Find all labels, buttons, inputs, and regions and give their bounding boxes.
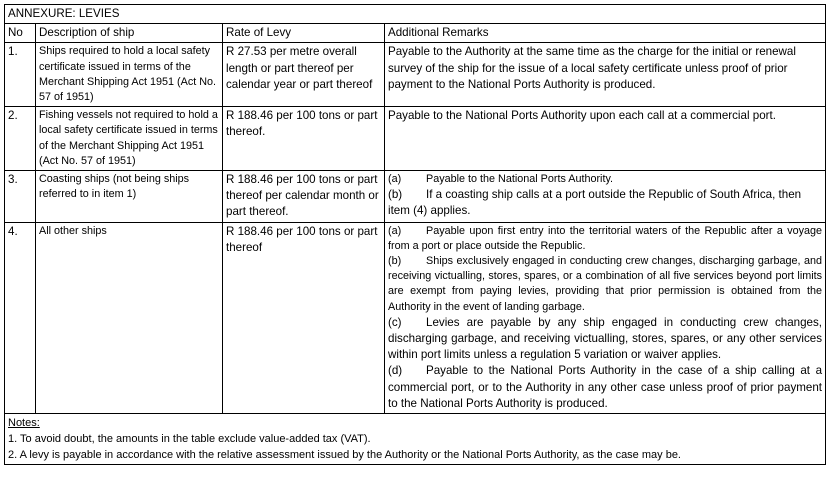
table-row <box>5 171 826 223</box>
notes-title: Notes: <box>8 417 40 430</box>
row-rate: R 188.46 per 100 tons or part thereof <box>223 222 385 413</box>
row-remarks: Payable to the National Ports Authority upon each call at a commercial port. <box>385 107 826 171</box>
remark-label: (b) <box>388 255 402 268</box>
row-description: Coasting ships (not being ships referred to in item 1) <box>36 171 223 223</box>
table-row <box>5 107 826 171</box>
notes-cell <box>5 414 826 465</box>
table-title: ANNEXURE: LEVIES <box>5 5 826 24</box>
row-number: 1. <box>5 43 36 107</box>
row-remarks <box>385 222 826 413</box>
remark-label: (d) <box>388 364 403 378</box>
levies-table <box>4 4 826 465</box>
title-row <box>5 5 826 24</box>
remark-text: Payable to the National Ports Authority in the case of a ship calling at a commercial port, or to the Authority in any other case unless proof of prior payment to the National Ports Authority is produced. <box>388 364 823 410</box>
remark-label: (b) <box>388 188 403 202</box>
header-row <box>5 24 826 43</box>
row-remarks <box>385 171 826 223</box>
remark-label: (c) <box>388 315 402 329</box>
header-no: No <box>5 24 36 43</box>
header-rate: Rate of Levy <box>223 24 385 43</box>
row-rate: R 27.53 per metre overall length or part thereof per calendar year or part thereof <box>223 43 385 107</box>
remark-text: Payable to the National Ports Authority. <box>426 173 614 186</box>
remark-item <box>388 172 822 187</box>
row-rate: R 188.46 per 100 tons or part thereof. <box>223 107 385 171</box>
remark-text: Ships exclusively engaged in conducting crew changes, discharging garbage, and receiving victualling, stores, spares, or a combination of all five services beyond port limits are exempt from paying levies, providing that prior permission is obtained from the Authority in the event of landing garbage. <box>388 255 823 313</box>
row-description: Ships required to hold a local safety certificate issued in terms of the Merchant Shipping Act 1951 (Act No. 57 of 1951) <box>36 43 223 107</box>
row-description: All other ships <box>36 222 223 413</box>
notes-row <box>5 414 826 465</box>
row-rate: R 188.46 per 100 tons or part thereof per calendar month or part thereof. <box>223 171 385 223</box>
row-number: 2. <box>5 107 36 171</box>
remark-label: (a) <box>388 224 402 237</box>
row-remarks: Payable to the Authority at the same time as the charge for the initial or renewal survey of the ship for the issue of a local safety certificate unless proof of prior payment to the National Ports Authority is produced. <box>385 43 826 107</box>
remark-label: (a) <box>388 173 402 186</box>
table-row <box>5 43 826 107</box>
row-description: Fishing vessels not required to hold a local safety certificate issued in terms of the Merchant Shipping Act 1951 (Act No. 57 of 1951) <box>36 107 223 171</box>
note-item: 1. To avoid doubt, the amounts in the table exclude value-added tax (VAT). <box>8 433 371 446</box>
remark-item <box>388 254 822 315</box>
remark-item <box>388 363 822 412</box>
remark-item <box>388 224 822 254</box>
header-description: Description of ship <box>36 24 223 43</box>
remark-text: Payable upon first entry into the territorial waters of the Republic after a voyage from a port or place outside the Republic. <box>388 224 823 252</box>
row-number: 4. <box>5 222 36 413</box>
table-row <box>5 222 826 413</box>
note-item: 2. A levy is payable in accordance with the relative assessment issued by the Authority or the National Ports Authority, as the case may be. <box>8 449 681 462</box>
row-number: 3. <box>5 171 36 223</box>
remark-text: Levies are payable by any ship engaged in conducting crew changes, discharging garbage, and receiving victualling, stores, spares, or any other services within port limits unless a regulation 5 variation or waiver applies. <box>388 315 823 362</box>
remark-text: If a coasting ship calls at a port outside the Republic of South Africa, then item (4) applies. <box>388 188 802 218</box>
header-remarks: Additional Remarks <box>385 24 826 43</box>
remark-item <box>388 315 822 364</box>
remark-item <box>388 187 822 219</box>
